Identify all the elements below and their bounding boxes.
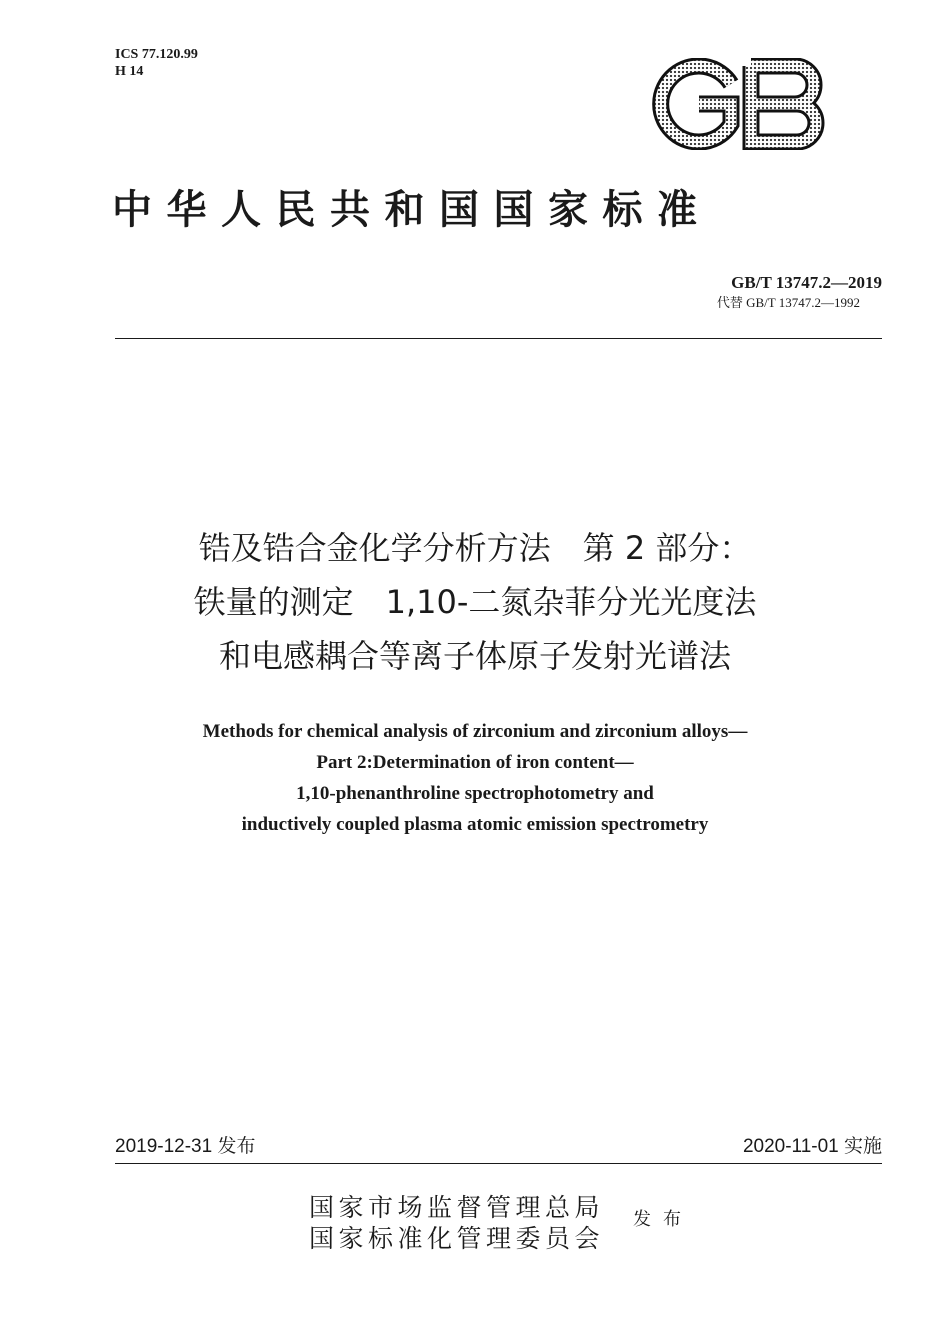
standard-code: GB/T 13747.2—2019 bbox=[731, 273, 882, 292]
footer-divider bbox=[115, 1163, 882, 1164]
ccs-code: H 14 bbox=[115, 64, 144, 79]
chinese-title-line-1: 锆及锆合金化学分析方法 第 2 部分： bbox=[198, 529, 752, 567]
issuing-authorities bbox=[309, 1192, 604, 1254]
english-title bbox=[0, 716, 950, 840]
implementation-date: 2020-11-01 实施 bbox=[742, 1136, 882, 1157]
chinese-title-line-2: 铁量的测定 1,10-二氮杂菲分光光度法 bbox=[193, 583, 757, 621]
standard-number bbox=[731, 273, 882, 293]
gb-logo-icon bbox=[645, 58, 831, 150]
issue-date: 2019-12-31 发布 bbox=[115, 1136, 256, 1157]
ics-code: ICS 77.120.99 bbox=[115, 47, 198, 62]
header-divider bbox=[115, 338, 882, 339]
replaced-standard: 代替 GB/T 13747.2—1992 bbox=[716, 295, 860, 310]
chinese-title-line-3: 和电感耦合等离子体原子发射光谱法 bbox=[218, 637, 731, 675]
english-title-line-1: Methods for chemical analysis of zirconium and zirconium alloys— bbox=[202, 721, 748, 742]
chinese-title bbox=[0, 521, 950, 683]
issuer-sac: 国家标准化管理委员会 bbox=[309, 1224, 605, 1253]
issuer-samr: 国家市场监督管理总局 bbox=[309, 1193, 605, 1222]
english-title-line-3: 1,10-phenanthroline spectrophotometry and bbox=[296, 783, 654, 804]
classification-codes bbox=[115, 46, 198, 80]
issue-label: 发布 bbox=[633, 1209, 693, 1230]
english-title-line-2: Part 2:Determination of iron content— bbox=[316, 752, 634, 773]
english-title-line-4: inductively coupled plasma atomic emission spectrometry bbox=[241, 814, 709, 835]
national-standard-title: 中华人民共和国国家标准 bbox=[112, 187, 712, 233]
